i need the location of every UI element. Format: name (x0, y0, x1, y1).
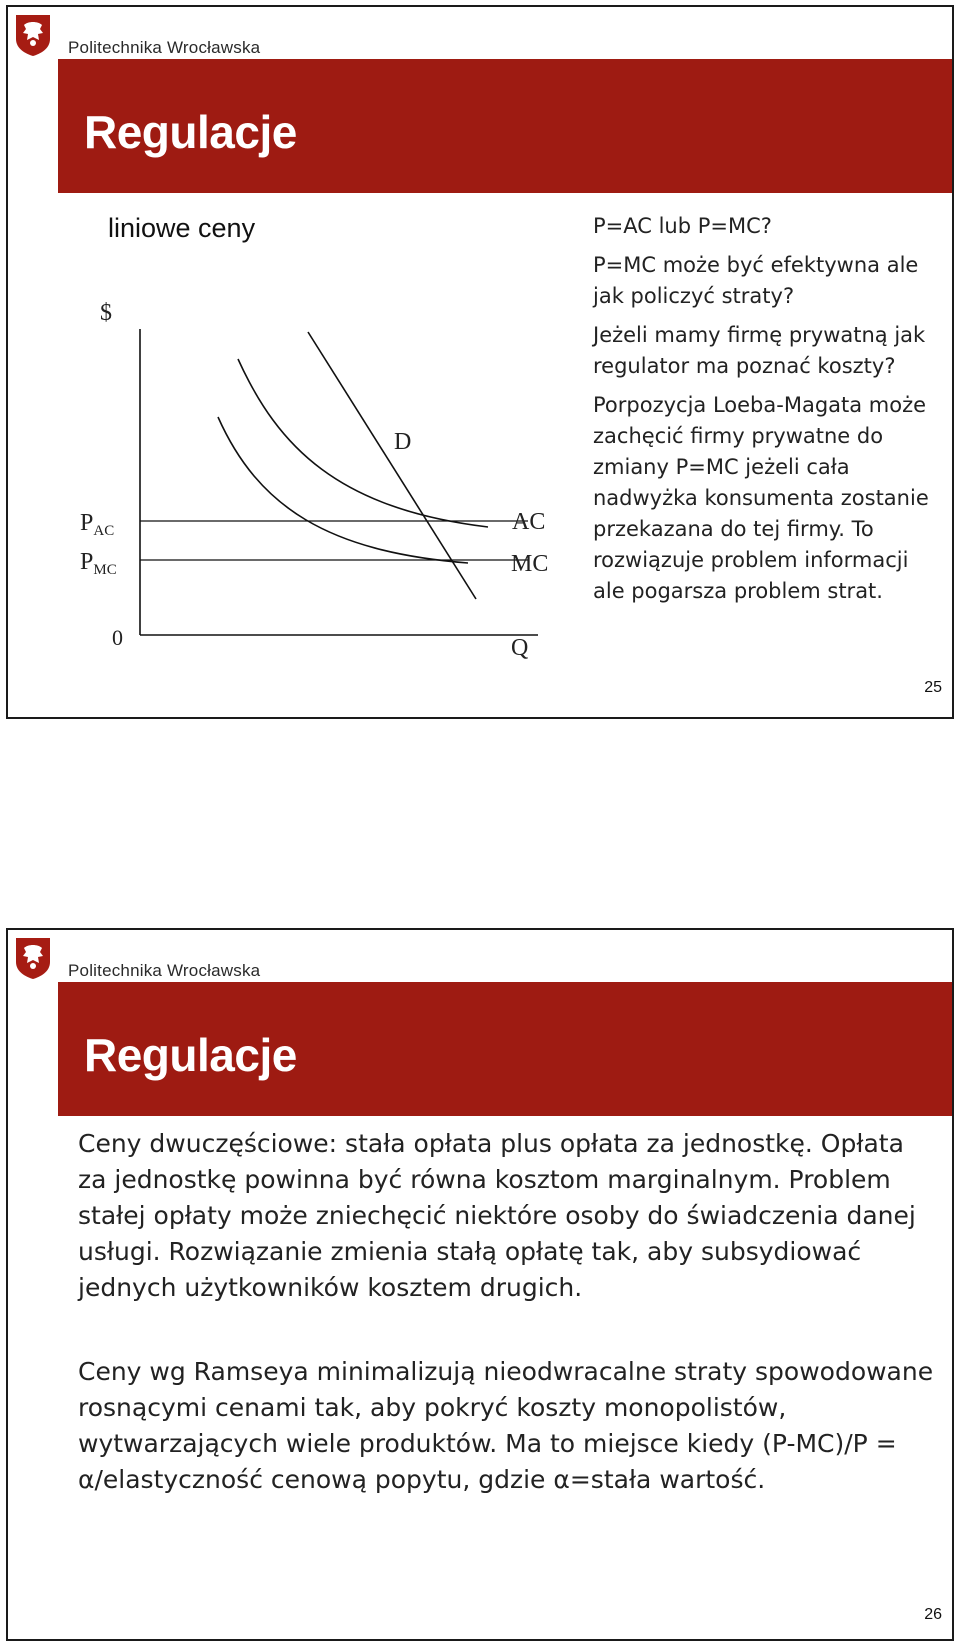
y-axis-label: $ (100, 300, 112, 326)
logo-bar (8, 7, 952, 59)
title-bar (58, 982, 952, 1116)
university-crest-icon (14, 13, 52, 57)
origin-label: 0 (112, 625, 123, 650)
q-label: Q (511, 635, 529, 661)
slide-25-text (593, 211, 933, 615)
paragraph: Jeżeli mamy firmę prywatną jak regulator ma poznać koszty? (593, 323, 926, 378)
paragraph: Ceny dwuczęściowe: stała opłata plus opłata za jednostkę. Opłata za jednostkę powinna być równa kosztom marginalnym. Problem stałej opłaty może zniechęcić niektóre osoby do świadczenia danej usługi. Rozwiązanie zmienia stałą opłatę tak, aby subsydiować jednych użytkowników kosztem drugich. (78, 1129, 916, 1302)
page-number: 26 (924, 1606, 942, 1623)
slide-title: Regulacje (84, 1029, 297, 1081)
slide-25 (6, 5, 954, 719)
cost-curves-diagram (68, 287, 568, 687)
p-mc-label: $P_{MC}$ (80, 549, 117, 578)
slide-26-text (78, 1126, 938, 1546)
paragraph: Porpozycja Loeba-Magata może zachęcić firmy prywatne do zmiany P=MC jeżeli cała nadwyżka konsumenta zostanie przekazana do tej firmy. To rozwiązuje problem informacji ale pogarsza problem strat. (593, 393, 929, 603)
mc-label: MC (511, 551, 549, 577)
p-ac-label: $P_{AC}$ (80, 510, 115, 539)
slide-26 (6, 928, 954, 1641)
university-name: Politechnika Wrocławska (68, 38, 261, 57)
slide-title: Regulacje (84, 106, 297, 158)
slide-subtitle: liniowe ceny (108, 213, 256, 243)
ac-curve (238, 359, 488, 527)
paragraph: P=AC lub P=MC? (593, 214, 772, 238)
page-number: 25 (924, 679, 942, 696)
title-bar (58, 59, 952, 193)
logo-bar (8, 930, 952, 982)
university-name: Politechnika Wrocławska (68, 961, 261, 980)
title-left-strip (8, 59, 58, 193)
paragraph: P=MC może być efektywna ale jak policzyć straty? (593, 253, 919, 308)
paragraph: Ceny wg Ramseya minimalizują nieodwracalne straty spowodowane rosnącymi cenami tak, aby pokryć koszty monopolistów, wytwarzających wiele produktów. Ma to miejsce kiedy (P-MC)/P = α/elastyczność cenową popytu, gdzie α=stała wartość. (78, 1357, 934, 1494)
demand-label: D (394, 429, 412, 455)
mc-curve (218, 417, 468, 563)
ac-label: AC (512, 509, 546, 535)
demand-curve (308, 332, 476, 599)
title-left-strip (8, 982, 58, 1116)
university-crest-icon (14, 936, 52, 980)
